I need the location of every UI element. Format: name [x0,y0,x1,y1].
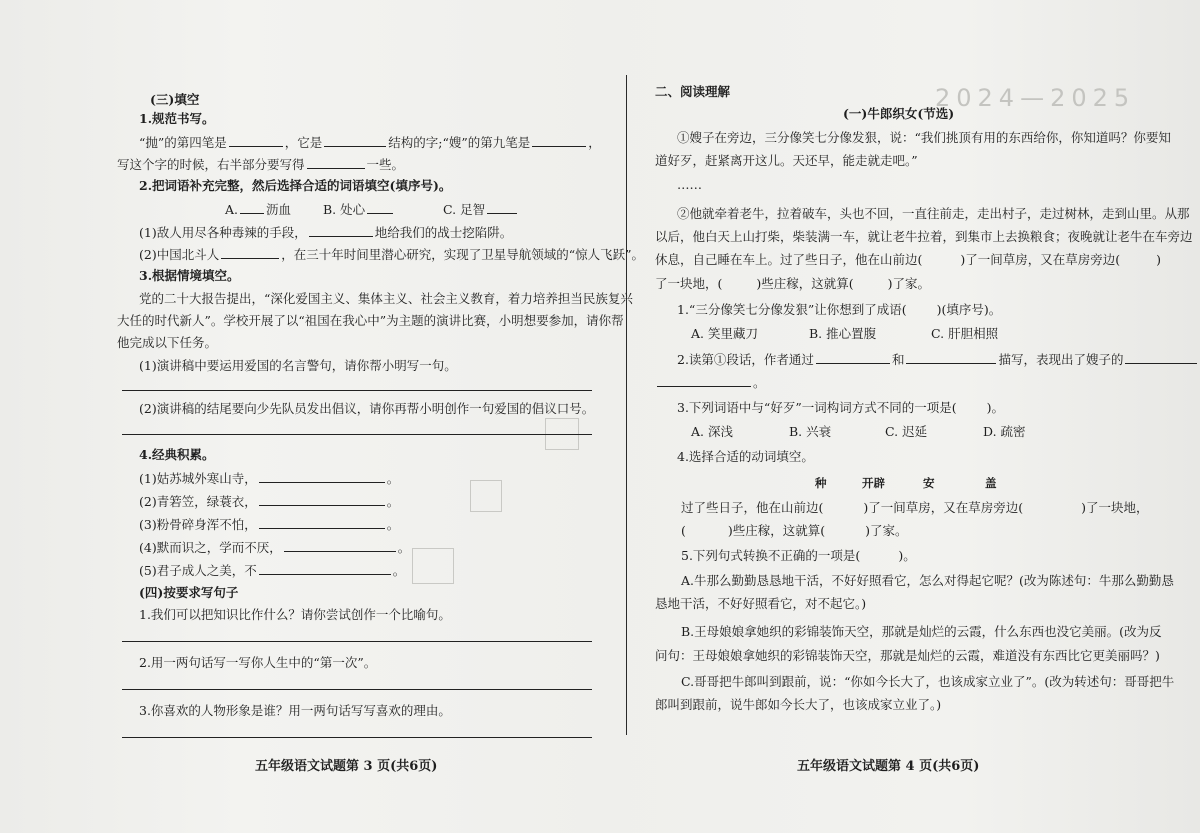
question-title: 3.根据情境填空。 [139,268,240,283]
answer-blank[interactable] [259,493,385,506]
word-option-a [225,201,291,218]
paragraph-line: 大任的时代新人”。学校开展了以“祖国在我心中”为主题的演讲比赛，小明想要参加，请你帮 [117,313,624,328]
poem-line [139,539,410,556]
question-line: 2.用一两句话写一写你人生中的“第一次”。 [139,655,377,670]
answer-blank[interactable] [307,156,365,169]
answer-blank[interactable] [367,201,393,214]
paragraph-line: 党的二十大报告提出，“深化爱国主义、集体主义、社会主义教育，着力培养担当民族复兴 [139,291,633,306]
word-bank-item: 开辟 [862,476,885,490]
choice-option-cont: 郎叫到跟前，说牛郎如今长大了，也该成家立业了。) [655,697,942,712]
text: 。 [386,517,400,532]
passage-title: (一)牛郎织女(节选) [843,106,955,121]
answer-blank[interactable] [1125,351,1197,364]
question-title: 2.把词语补充完整，然后选择合适的词语填空(填序号)。 [139,178,452,193]
text: (2)青箬笠，绿蓑衣， [139,494,257,509]
answer-blank[interactable] [240,201,264,214]
text: 写这个字的时候，右半部分要写得 [117,157,305,172]
word-option-c [443,201,519,218]
answer-line[interactable] [122,689,592,690]
poem-line [139,516,399,533]
answer-blank[interactable] [309,224,373,237]
text: (1)敌人用尽各种毒辣的手段， [139,225,307,240]
text: )了家。 [865,523,908,538]
question-line [677,400,1004,416]
poem-line [139,562,405,579]
text: (4)默而识之，学而不厌， [139,540,282,555]
passage-line: 道好歹，赶紧离开这儿。天还早，能走就走吧。” [655,153,918,168]
text: 。 [386,494,400,509]
text: 描写，表现出了嫂子的 [998,352,1124,367]
text: )了一块地， [1081,500,1149,515]
choice-option-cont: 恳地干活，不好好照看它，对不起它。) [655,596,867,611]
text: 结构的字;“嫂”的第九笔是 [388,135,531,150]
question-line [677,351,1199,368]
bleed-through-box [412,548,454,584]
answer-blank[interactable] [259,516,385,529]
answer-blank[interactable] [229,134,283,147]
text: (5)君子成人之美，不 [139,563,257,578]
poem-line [139,470,399,487]
text: 5.下列句式转换不正确的一项是( [681,548,861,563]
passage-line: ①嫂子在旁边，三分像笑七分像发狠，说：“我们挑顶有用的东西给你，你知道吗？你要知 [677,130,1171,145]
answer-blank[interactable] [324,134,386,147]
text: ( [681,523,686,538]
text: ) [1156,252,1162,267]
text: 。 [386,471,400,486]
section-title: 二、阅读理解 [655,84,731,99]
text: )些庄稼，这就算( [756,276,854,291]
choice-option-cont: 问句：王母娘娘拿她织的彩锦装饰天空，那就是灿烂的云霞，难道没有东西比它更美丽吗？) [655,648,1160,663]
text: )。 [898,548,916,563]
word-bank-item: 盖 [985,476,997,490]
choice-option[interactable]: A.牛那么勤勤恳恳地干活，不好好照看它，怎么对得起它呢？(改为陈述句：牛那么勤勤恳 [681,573,1174,588]
answer-blank[interactable] [906,351,996,364]
passage-line [655,276,930,292]
ellipsis: …… [677,177,702,192]
text: 。 [397,540,411,555]
answer-blank[interactable] [284,539,396,552]
passage-line: ②他就牵着老牛，拉着破车，头也不回，一直往前走，走出村子，走过树林，走到山里。从那 [677,206,1190,221]
text: 了一块地，( [655,276,723,291]
question-title: 4.经典积累。 [139,447,215,462]
passage-line [655,252,1161,268]
choice-option[interactable]: A. 笑里藏刀 [691,326,758,341]
word-option-b [323,201,395,218]
answer-blank[interactable] [532,134,586,147]
choice-option[interactable]: B. 兴衰 [789,424,832,439]
question-line [655,374,766,391]
text: (3)粉骨碎身浑不怕， [139,517,257,532]
text: ，在三十年时间里潜心研究，实现了卫星导航领域的“惊人飞跃”。 [281,247,645,262]
answer-blank[interactable] [221,246,279,259]
text: 一些。 [366,157,405,172]
question-line [681,523,908,539]
bleed-through-box [470,480,502,512]
question-line [139,246,644,263]
text: )些庄稼，这就算( [727,523,826,538]
word-bank-item: 种 [815,476,827,490]
answer-line[interactable] [122,737,592,738]
text: “抛”的第四笔是 [139,135,227,150]
text: )。 [986,400,1004,415]
question-line [139,224,512,241]
question-line [677,302,1001,318]
text: 1.“三分像笑七分像发狠”让你想到了成语( [677,302,907,317]
text: )了家。 [887,276,931,291]
choice-option[interactable]: C.哥哥把牛郎叫到跟前，说：“你如今长大了，也该成家立业了”。(改为转述句：哥哥把牛 [681,674,1175,689]
text: )了一间草房，又在草房旁边( [863,500,1024,515]
text: 沥血 [266,202,292,217]
section-title: (三)填空 [150,92,200,107]
paragraph-line: 他完成以下任务。 [117,335,218,350]
question-line: 4.选择合适的动词填空。 [677,449,814,464]
question-line [139,134,601,151]
choice-option[interactable]: B. 推心置腹 [809,326,877,341]
question-line: (1)演讲稿中要运用爱国的名言警句，请你帮小明写一句。 [139,358,457,373]
text: 。 [753,375,766,390]
text: A. [225,202,239,217]
answer-blank[interactable] [487,201,517,214]
answer-line[interactable] [122,390,592,391]
text: 过了些日子，他在山前边( [681,500,824,515]
choice-option[interactable]: A. 深浅 [691,424,733,439]
answer-blank[interactable] [259,470,385,483]
text: 2.读第①段话，作者通过 [677,352,814,367]
question-line: 1.我们可以把知识比作什么？请你尝试创作一个比喻句。 [139,607,451,622]
page-footer: 五年级语文试题第 4 页(共6页) [797,759,980,774]
page-footer: 五年级语文试题第 3 页(共6页) [255,759,438,774]
text: 地给我们的战士挖陷阱。 [374,225,513,240]
text: 和 [891,352,905,367]
choice-option[interactable]: C. 迟延 [885,424,928,439]
text: (2)中国北斗人 [139,247,220,262]
bleed-through-header: 2024—2025 [935,84,1136,112]
answer-blank[interactable] [816,351,890,364]
question-line [117,156,404,173]
choice-option[interactable]: C. 肝胆相照 [931,326,999,341]
question-line [681,548,916,564]
text: 。 [392,563,406,578]
passage-line: 以后，他白天上山打柴，柴装满一车，就让老牛拉着，到集市上去换粮食；夜晚就让老牛在车旁边 [655,229,1193,244]
answer-line[interactable] [122,434,592,435]
answer-line[interactable] [122,641,592,642]
text: 3.下列词语中与“好歹”一词构词方式不同的一项是( [677,400,957,415]
text: C. 足智 [443,202,486,217]
choice-option[interactable]: D. 疏密 [983,424,1026,439]
poem-line [139,493,399,510]
question-title: 1.规范书写。 [139,111,215,126]
question-line: 3.你喜欢的人物形象是谁？用一两句话写写喜欢的理由。 [139,703,451,718]
word-bank-item: 安 [923,476,935,490]
text: B. 处心 [323,202,366,217]
page-divider [626,75,627,735]
text: )(填序号)。 [936,302,1002,317]
choice-option[interactable]: B.王母娘娘拿她织的彩锦装饰天空，那就是灿烂的云霞，什么东西也没它美丽。(改为反 [681,624,1162,639]
text: ， [588,135,601,150]
answer-blank[interactable] [657,374,751,387]
question-line: (2)演讲稿的结尾要向少先队员发出倡议，请你再帮小明创作一句爱国的倡议口号。 [139,401,595,416]
text: 休息，自己睡在车上。过了些日子，他在山前边( [655,252,923,267]
text: (1)姑苏城外寒山寺， [139,471,257,486]
section-title: (四)按要求写句子 [139,585,239,600]
question-line [681,500,1149,516]
text: )了一间草房，又在草房旁边( [960,252,1121,267]
text: ，它是 [284,135,323,150]
answer-blank[interactable] [259,562,391,575]
